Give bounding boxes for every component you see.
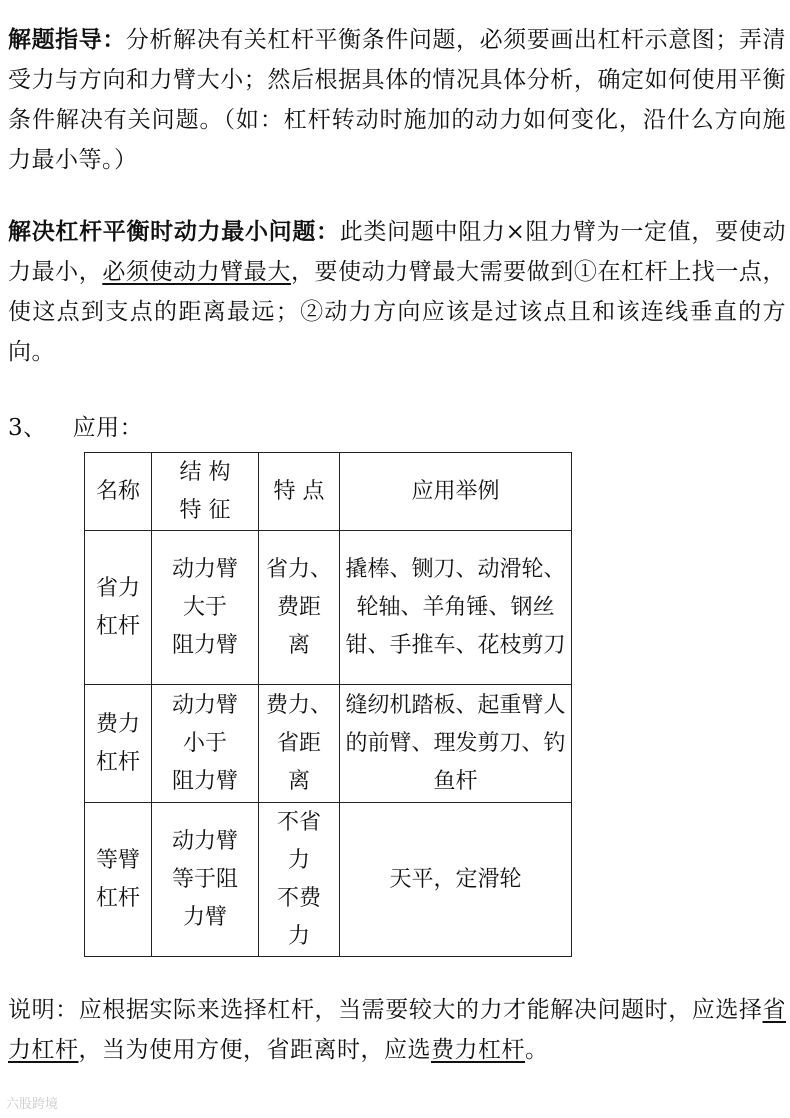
table-cell: 动力臂 等于阻 力臂 (152, 803, 259, 957)
table-row (85, 685, 572, 803)
header-structure: 结 构 特 征 (152, 453, 259, 531)
note-text-a: 说明：应根据实际来选择杠杆，当需要较大的力才能解决问题时，应选择 (8, 997, 763, 1023)
min-force-text-b: ，要使动力臂最大需要做到①在杠杆上找一点，使这点到支点的距离最远；②动力方向应该是过该点且和该连线垂直的方向。 (8, 259, 786, 365)
lever-table (84, 452, 572, 957)
table-cell: 费力 杠杆 (85, 685, 152, 803)
table-cell: 省力、 费距 离 (259, 531, 340, 685)
header-feature: 特 点 (259, 453, 340, 531)
guidance-paragraph (8, 20, 786, 180)
table-cell: 动力臂 大于 阻力臂 (152, 531, 259, 685)
table-cell: 动力臂 小于 阻力臂 (152, 685, 259, 803)
guidance-heading: 解题指导： (8, 27, 126, 53)
note-underlined-2: 费力杠杆 (431, 1037, 525, 1063)
watermark: 六股跨境 (6, 1097, 59, 1112)
section-3-heading (8, 408, 786, 448)
note-paragraph (8, 990, 786, 1070)
section-title: 应用： (72, 415, 144, 441)
header-name: 名称 (85, 453, 152, 531)
note-text-b: ，当为使用方便，省距离时，应选 (78, 1037, 431, 1063)
table-cell: 费力、 省距 离 (259, 685, 340, 803)
section-number: 3、 (8, 415, 47, 441)
table-cell: 缝纫机踏板、起重臂人的前臂、理发剪刀、钓鱼杆 (340, 685, 572, 803)
note-text-c: 。 (525, 1037, 549, 1063)
table-cell: 等臂 杠杆 (85, 803, 152, 957)
table-cell: 天平，定滑轮 (340, 803, 572, 957)
min-force-heading: 解决杠杆平衡时动力最小问题： (8, 219, 340, 245)
guidance-text: 分析解决有关杠杆平衡条件问题，必须要画出杠杆示意图；弄清受力与方向和力臂大小；然后根据具体的情况具体分析，确定如何使用平衡条件解决有关问题。（如：杠杆转动时施加的动力如何变化，沿什么方向施力最小等。） (8, 27, 786, 173)
table-cell: 不省 力 不费 力 (259, 803, 340, 957)
table-cell: 省力 杠杆 (85, 531, 152, 685)
note-underlined-1: 省力杠杆 (8, 997, 786, 1063)
min-force-paragraph (8, 212, 786, 372)
table-row (85, 531, 572, 685)
table-cell: 撬棒、铡刀、动滑轮、轮轴、羊角锤、钢丝钳、手推车、花枝剪刀 (340, 531, 572, 685)
header-examples: 应用举例 (340, 453, 572, 531)
min-force-underlined: 必须使动力臂最大 (102, 259, 291, 285)
table-row (85, 803, 572, 957)
min-force-text-a: 此类问题中阻力×阻力臂为一定值，要使动力最小， (8, 219, 787, 285)
table-header-row (85, 453, 572, 531)
